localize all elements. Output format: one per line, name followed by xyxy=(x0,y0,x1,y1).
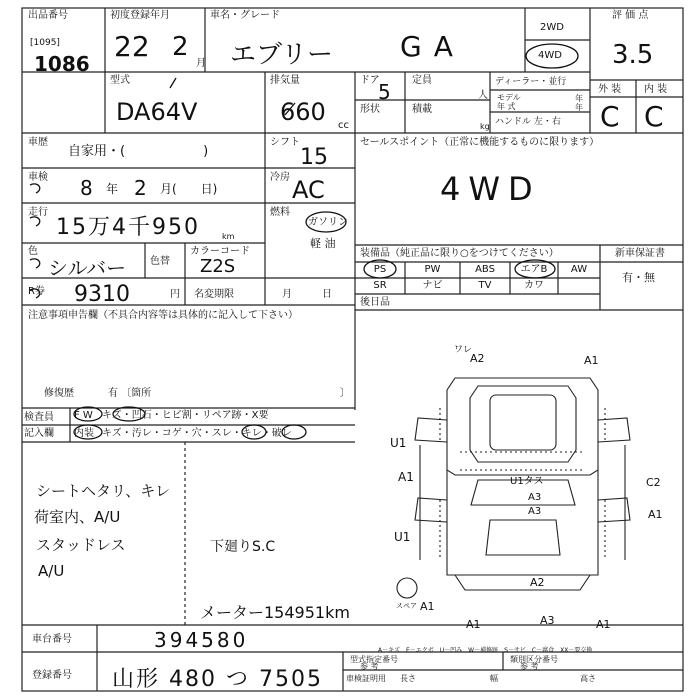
type-cert-label: 型式指定番号 xyxy=(350,655,398,664)
mark-10: A1 xyxy=(648,508,663,521)
odometer-note: メーター154951km xyxy=(200,603,350,622)
aircon-value: AC xyxy=(292,176,325,204)
person-unit: 人 xyxy=(478,90,488,101)
color-code: Z2S xyxy=(200,256,236,277)
inspection-label: 車検 xyxy=(28,172,48,183)
name-change-units: 月 日 xyxy=(282,289,332,300)
plate-label: 登録番号 xyxy=(32,670,72,681)
equipment-label: 装備品（純正品に限り○をつけてください） xyxy=(360,248,559,259)
mark-15: A1 xyxy=(596,618,611,631)
interior-label: 内 装 xyxy=(644,84,668,95)
remark-line-3: スタッドレス xyxy=(36,536,126,554)
mark-7: A3 xyxy=(528,492,542,503)
equip-abs: ABS xyxy=(475,264,495,275)
length-label: 長さ xyxy=(400,674,416,683)
history-value: 自家用・( ) xyxy=(68,144,209,159)
mark-13: A1 xyxy=(466,618,481,631)
interior-notes-label: 内装 xyxy=(74,428,94,439)
name-label: 車名・グレード xyxy=(210,10,280,21)
interior-items: キズ・汚レ・コゲ・穴・スレ・キレ・破レ xyxy=(102,428,292,439)
fuel-diesel: 軽 油 xyxy=(310,237,336,250)
inspection-year: 8 xyxy=(80,176,93,200)
model: DA64V xyxy=(116,98,198,126)
first-reg-label: 初度登録年月 xyxy=(110,10,170,21)
width-label: 幅 xyxy=(490,674,498,683)
car-diagram xyxy=(397,378,630,598)
grade: GA xyxy=(400,30,465,63)
dealer-label: ディーラー・並行 xyxy=(495,77,567,87)
car-name: エブリー xyxy=(230,40,333,70)
displacement: 660 xyxy=(280,98,326,126)
mark-3: A1 xyxy=(584,354,599,367)
mark-5: A1 xyxy=(398,470,414,484)
mark-2: A2 xyxy=(470,352,485,365)
doors-label: ドア xyxy=(360,75,380,86)
cc-unit: cc xyxy=(338,120,349,131)
equip-leather: カワ xyxy=(524,280,544,291)
class-label: 類別区分番号 xyxy=(510,655,558,664)
fw-items: キズ・凹石・ヒビ割・リペア跡・X要 xyxy=(102,410,269,421)
inspection-month: 2 xyxy=(134,176,147,200)
month-unit: 月 xyxy=(196,58,206,69)
month-day: 月( 日) xyxy=(160,182,218,196)
kg-unit: kg xyxy=(480,122,490,131)
cert-label: 車検証明用 xyxy=(346,674,386,683)
warranty-value: 有・無 xyxy=(622,271,655,284)
repair-close: 〕 xyxy=(340,388,350,399)
reg-year: 22 xyxy=(114,30,150,63)
mark-9: C2 xyxy=(646,476,661,489)
history-label: 車歴 xyxy=(28,137,48,148)
inspector-label: 検査員 記入欄 xyxy=(24,412,54,439)
lot-number: 1086 xyxy=(34,52,90,76)
sales-value: 4WD xyxy=(440,170,541,208)
equip-tv: TV xyxy=(478,280,492,291)
mark-6: U1タス xyxy=(510,476,544,487)
equip-airbag: エアB xyxy=(520,264,548,275)
under-note: 下廻りS.C xyxy=(210,539,276,555)
displacement-label: 排気量 xyxy=(270,75,300,86)
year-unit-1: 年 xyxy=(575,94,583,103)
rear-seat-label: 後日品 xyxy=(360,297,390,308)
reference-1: 参 考 xyxy=(360,662,379,671)
ticket-label: R券 xyxy=(28,286,45,297)
drive-2wd: 2WD xyxy=(540,22,564,33)
ticket-value: 9310 xyxy=(74,282,130,307)
year-unit-2: 年 xyxy=(575,103,583,112)
remark-line-4: A/U xyxy=(38,562,65,580)
reference-2: 参 考 xyxy=(520,662,539,671)
mark-1: ワレ xyxy=(454,345,473,355)
fw-label: F W xyxy=(74,410,93,421)
equip-ps: PS xyxy=(373,264,387,275)
notice-label: 注意事項申告欄（不具合内容等は具体的に記入して下さい） xyxy=(28,310,298,321)
model-year-label: モデル 年 式 xyxy=(497,93,521,111)
score: 3.5 xyxy=(612,40,654,70)
mark-16: A1 xyxy=(420,600,435,613)
drive-4wd: 4WD xyxy=(538,50,562,61)
spare-label: スペア xyxy=(396,602,417,610)
plate-value: 山形 480 つ 7505 xyxy=(112,667,323,692)
handle-label: ハンドル 左・右 xyxy=(495,117,561,127)
km-unit: km xyxy=(222,232,235,241)
lot-code: [1095] xyxy=(30,38,60,48)
aircon-label: 冷房 xyxy=(270,172,290,183)
lot-label: 出品番号 xyxy=(28,10,68,21)
sales-label: セールスポイント（正常に機能するものに限ります） xyxy=(360,137,600,148)
equip-sr: SR xyxy=(373,280,387,291)
repair-label: 修復歴 xyxy=(44,388,74,399)
mileage-label: 走行 xyxy=(28,207,48,218)
equip-aw: AW xyxy=(570,264,588,275)
mark-11: U1 xyxy=(394,530,411,544)
name-change-label: 名変期限 xyxy=(194,289,234,300)
shift-value: 15 xyxy=(300,145,328,170)
mark-4: U1 xyxy=(390,436,407,450)
load-label: 積載 xyxy=(412,104,432,115)
chassis-label: 車台番号 xyxy=(32,634,72,645)
shift-label: シフト xyxy=(270,137,300,148)
exterior-label: 外 装 xyxy=(598,84,622,95)
color-change-label: 色替 xyxy=(150,256,170,267)
mileage-value: 15万4千950 xyxy=(56,215,200,240)
warranty-label: 新車保証書 xyxy=(615,248,665,259)
shape-label: 形状 xyxy=(360,104,380,115)
repair-value: 有 〔箇所 xyxy=(108,388,152,399)
exterior-grade: C xyxy=(600,100,620,133)
legend: A－キズ E－エクボ U－凹み W－補修跡 S－サビ C－腐食 XX－要交換 xyxy=(378,647,593,654)
remark-line-1: シートヘタリ、キレ xyxy=(36,482,171,500)
capacity-label: 定員 xyxy=(412,75,432,86)
fuel-gasoline: ガソリン xyxy=(308,217,348,228)
height-label: 高さ xyxy=(580,674,596,683)
mark-14: A3 xyxy=(540,614,555,627)
year-unit: 年 xyxy=(106,182,119,196)
equip-pw: PW xyxy=(424,264,441,275)
color-label: 色 xyxy=(28,246,38,257)
model-label: 型式 xyxy=(110,75,130,86)
mark-8: A3 xyxy=(528,506,542,517)
yen-unit: 円 xyxy=(170,289,180,300)
fuel-label: 燃料 xyxy=(270,207,290,218)
equip-navi: ナビ xyxy=(422,280,443,291)
color-value: シルバー xyxy=(48,256,127,280)
score-label: 評 価 点 xyxy=(612,10,649,21)
color-code-label: カラーコード xyxy=(190,246,250,257)
doors: 5 xyxy=(378,80,391,104)
interior-grade: C xyxy=(644,100,664,133)
remark-line-2: 荷室内、A/U xyxy=(34,508,121,526)
reg-month: 2 xyxy=(172,32,189,62)
chassis-value: 394580 xyxy=(154,628,249,652)
mark-12: A2 xyxy=(530,576,545,589)
